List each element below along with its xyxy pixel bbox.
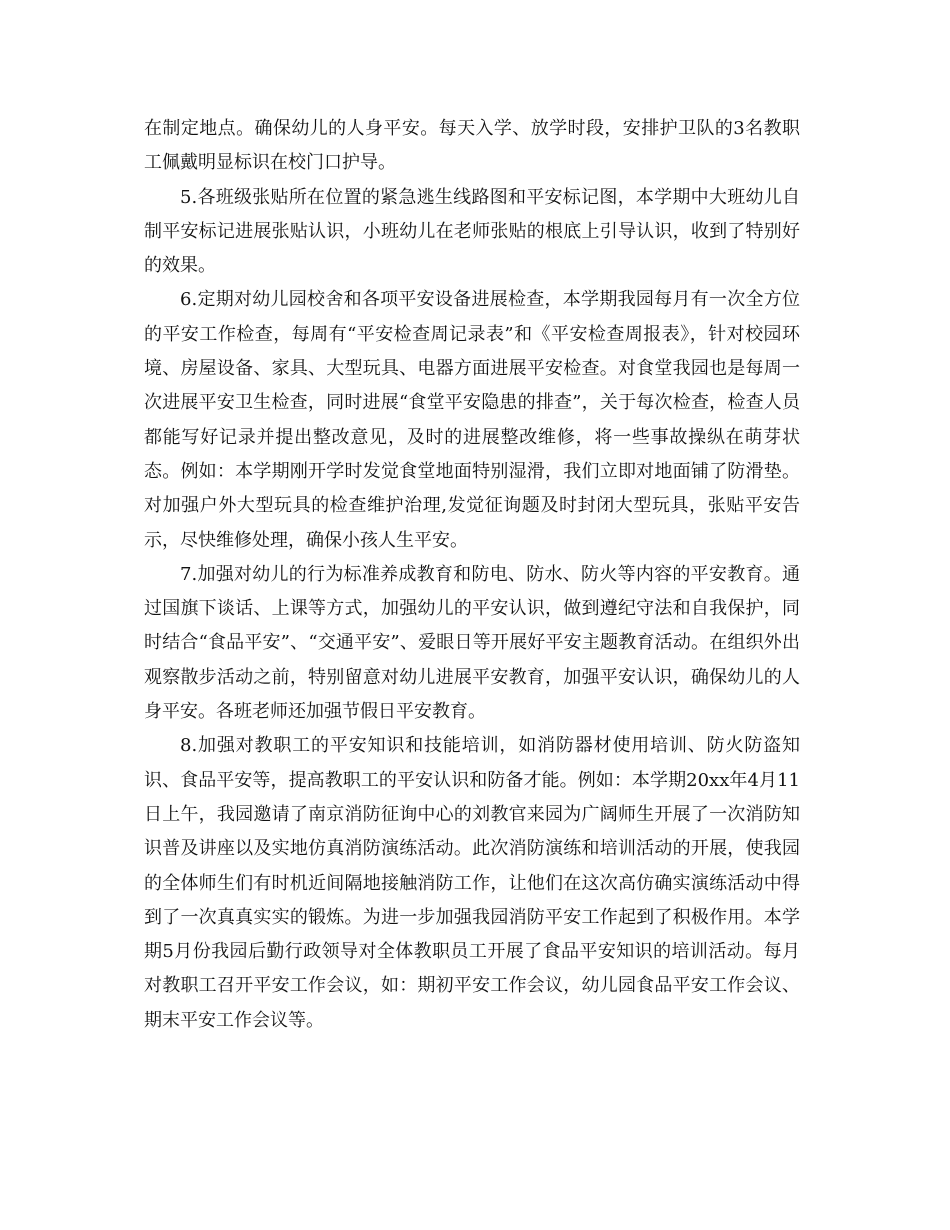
paragraph-item-5: 5.各班级张贴所在位置的紧急逃生线路图和平安标记图，本学期中大班幼儿自制平安标记进展张贴认识，小班幼儿在老师张贴的根底上引导认识，收到了特别好的效果。 [144,186,800,277]
paragraph-item-6: 6.定期对幼儿园校舍和各项平安设备进展检查，本学期我园每月有一次全方位的平安工作检查，每周有“平安检查周记录表”和《平安检查周报表》，针对校园环境、房屋设备、家具、大型玩具、电器方面进展平安检查。对食堂我园也是每周一次进展平安卫生检查，同时进展“食堂平安隐患的排查”，关于每次检查，检查人员都能写好记录并提出整改意见，及时的进展整改维修，将一些事故操纵在萌芽状态。例如：本学期刚开学时发觉食堂地面特别湿滑，我们立即对地面铺了防滑垫。对加强户外大型玩具的检查维护治理,发觉征询题及时封闭大型玩具，张贴平安告示，尽快维修处理，确保小孩人生平安。 [144,289,800,551]
document-body [144,112,800,1038]
paragraph-item-8: 8.加强对教职工的平安知识和技能培训，如消防器材使用培训、防火防盗知识、食品平安等，提高教职工的平安认识和防备才能。例如：本学期20xx年4月11日上午，我园邀请了南京消防征询中心的刘教官来园为广阔师生开展了一次消防知识普及讲座以及实地仿真消防演练活动。此次消防演练和培训活动的开展，使我园的全体师生们有时机近间隔地接触消防工作，让他们在这次高仿确实演练活动中得到了一次真真实实的锻炼。为进一步加强我园消防平安工作起到了积极作用。本学期5月份我园后勤行政领导对全体教职员工开展了食品平安知识的培训活动。每月对教职工召开平安工作会议，如：期初平安工作会议，幼儿园食品平安工作会议、期末平安工作会议等。 [144,735,800,1031]
paragraph-continuation: 在制定地点。确保幼儿的人身平安。每天入学、放学时段，安排护卫队的3名教职工佩戴明显标识在校门口护导。 [144,118,800,174]
paragraph-item-7: 7.加强对幼儿的行为标准养成教育和防电、防水、防火等内容的平安教育。通过国旗下谈话、上课等方式，加强幼儿的平安认识，做到遵纪守法和自我保护，同时结合“食品平安”、“交通平安”、爱眼日等开展好平安主题教育活动。在组织外出观察散步活动之前，特别留意对幼儿进展平安教育，加强平安认识，确保幼儿的人身平安。各班老师还加强节假日平安教育。 [144,563,800,723]
